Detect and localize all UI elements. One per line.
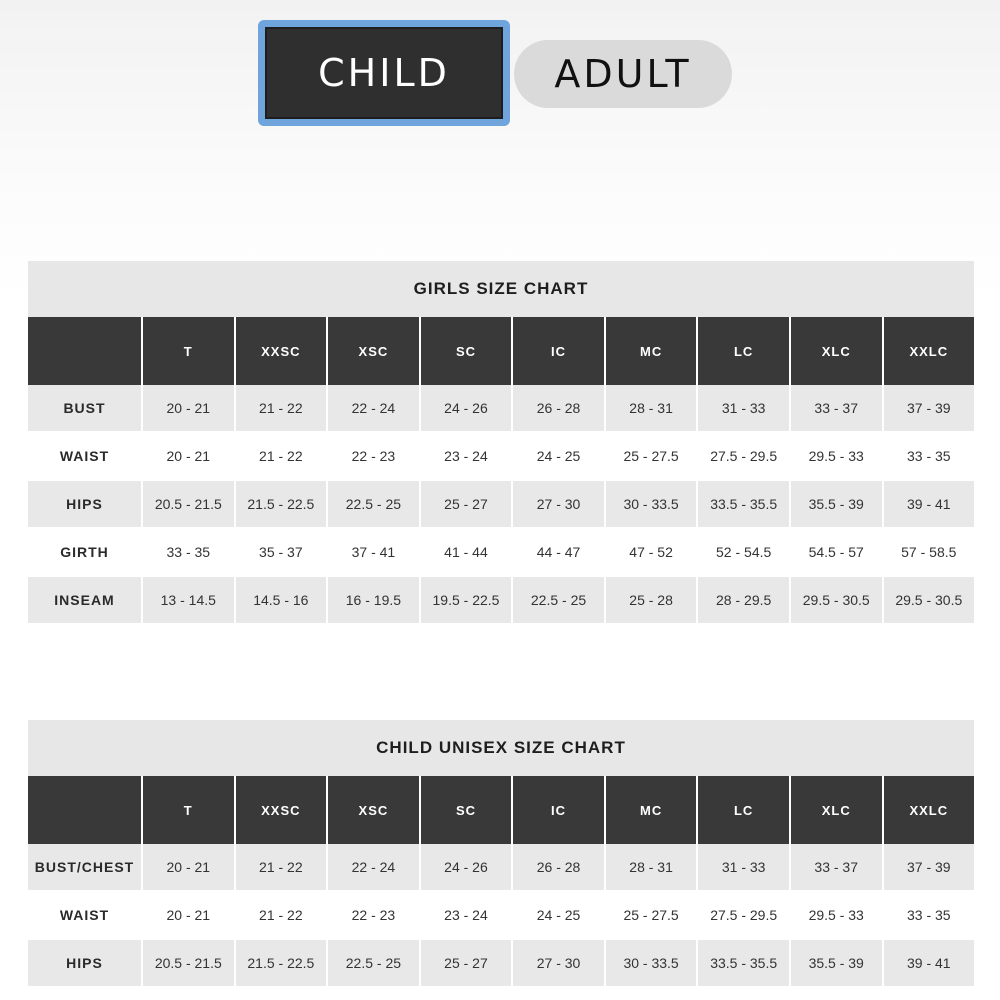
measurement-value: 21 - 22: [236, 433, 327, 479]
measurement-label: BUST: [28, 385, 141, 431]
measurement-value: 24 - 26: [421, 385, 512, 431]
measurement-label: WAIST: [28, 433, 141, 479]
girls-size-chart: [28, 261, 974, 623]
measurement-value: 27 - 30: [513, 481, 604, 527]
child-unisex-size-chart: [28, 720, 974, 986]
size-header: LC: [698, 317, 789, 385]
size-header: XXSC: [236, 776, 327, 844]
size-header: XXLC: [884, 776, 975, 844]
measurement-value: 33 - 37: [791, 844, 882, 890]
measurement-value: 22 - 24: [328, 385, 419, 431]
measurement-value: 31 - 33: [698, 844, 789, 890]
measurement-value: 33 - 37: [791, 385, 882, 431]
size-header: T: [143, 776, 234, 844]
measurement-value: 29.5 - 33: [791, 433, 882, 479]
measurement-value: 25 - 27: [421, 940, 512, 986]
adult-tab-button[interactable]: ADULT: [514, 40, 732, 108]
measurement-value: 21.5 - 22.5: [236, 940, 327, 986]
size-header-row: [28, 317, 974, 385]
measurement-label: INSEAM: [28, 577, 141, 623]
table-row: [28, 577, 974, 623]
measurement-value: 29.5 - 30.5: [791, 577, 882, 623]
measurement-value: 39 - 41: [884, 481, 975, 527]
measurement-value: 33.5 - 35.5: [698, 481, 789, 527]
measurement-value: 23 - 24: [421, 433, 512, 479]
measurement-value: 22 - 23: [328, 892, 419, 938]
table-row: [28, 844, 974, 890]
measurement-label: WAIST: [28, 892, 141, 938]
measurement-value: 26 - 28: [513, 844, 604, 890]
measurement-value: 27.5 - 29.5: [698, 892, 789, 938]
measurement-value: 13 - 14.5: [143, 577, 234, 623]
measurement-value: 54.5 - 57: [791, 529, 882, 575]
measurement-value: 26 - 28: [513, 385, 604, 431]
measurement-value: 52 - 54.5: [698, 529, 789, 575]
table-body: [28, 844, 974, 986]
size-header: IC: [513, 776, 604, 844]
size-header: XSC: [328, 317, 419, 385]
measurement-value: 33.5 - 35.5: [698, 940, 789, 986]
size-header: XXSC: [236, 317, 327, 385]
size-category-toggle: [258, 20, 738, 130]
size-header: LC: [698, 776, 789, 844]
measurement-value: 25 - 28: [606, 577, 697, 623]
measurement-value: 22.5 - 25: [328, 940, 419, 986]
measurement-value: 25 - 27.5: [606, 433, 697, 479]
measurement-value: 29.5 - 30.5: [884, 577, 975, 623]
measurement-value: 57 - 58.5: [884, 529, 975, 575]
size-header: T: [143, 317, 234, 385]
measurement-value: 33 - 35: [884, 433, 975, 479]
measurement-value: 20 - 21: [143, 844, 234, 890]
table-row: [28, 385, 974, 431]
size-header-row: [28, 776, 974, 844]
measurement-value: 20.5 - 21.5: [143, 481, 234, 527]
measurement-label: GIRTH: [28, 529, 141, 575]
measurement-value: 35.5 - 39: [791, 940, 882, 986]
table-row: [28, 481, 974, 527]
table-row: [28, 433, 974, 479]
size-header: MC: [606, 776, 697, 844]
measurement-value: 24 - 25: [513, 433, 604, 479]
measurement-value: 28 - 29.5: [698, 577, 789, 623]
measurement-value: 22 - 23: [328, 433, 419, 479]
size-header: XLC: [791, 317, 882, 385]
measurement-value: 28 - 31: [606, 385, 697, 431]
measurement-value: 22.5 - 25: [328, 481, 419, 527]
header-corner: [28, 317, 141, 385]
measurement-value: 35 - 37: [236, 529, 327, 575]
table-title: GIRLS SIZE CHART: [28, 261, 974, 317]
measurement-value: 33 - 35: [143, 529, 234, 575]
size-header: XLC: [791, 776, 882, 844]
measurement-value: 35.5 - 39: [791, 481, 882, 527]
child-tab-button[interactable]: CHILD: [258, 20, 510, 126]
size-header: IC: [513, 317, 604, 385]
table-body: [28, 385, 974, 623]
measurement-value: 37 - 39: [884, 385, 975, 431]
measurement-value: 25 - 27: [421, 481, 512, 527]
measurement-value: 20 - 21: [143, 892, 234, 938]
measurement-value: 16 - 19.5: [328, 577, 419, 623]
measurement-value: 24 - 25: [513, 892, 604, 938]
measurement-label: HIPS: [28, 481, 141, 527]
table-title: CHILD UNISEX SIZE CHART: [28, 720, 974, 776]
measurement-value: 29.5 - 33: [791, 892, 882, 938]
measurement-value: 20 - 21: [143, 385, 234, 431]
measurement-value: 21 - 22: [236, 892, 327, 938]
measurement-value: 33 - 35: [884, 892, 975, 938]
measurement-value: 37 - 41: [328, 529, 419, 575]
measurement-value: 44 - 47: [513, 529, 604, 575]
size-header: XXLC: [884, 317, 975, 385]
measurement-value: 47 - 52: [606, 529, 697, 575]
measurement-label: BUST/CHEST: [28, 844, 141, 890]
measurement-value: 21 - 22: [236, 385, 327, 431]
size-header: MC: [606, 317, 697, 385]
size-header: XSC: [328, 776, 419, 844]
measurement-value: 39 - 41: [884, 940, 975, 986]
header-corner: [28, 776, 141, 844]
measurement-value: 28 - 31: [606, 844, 697, 890]
measurement-value: 20 - 21: [143, 433, 234, 479]
measurement-value: 20.5 - 21.5: [143, 940, 234, 986]
measurement-value: 30 - 33.5: [606, 481, 697, 527]
measurement-value: 25 - 27.5: [606, 892, 697, 938]
measurement-value: 14.5 - 16: [236, 577, 327, 623]
measurement-value: 22.5 - 25: [513, 577, 604, 623]
measurement-label: HIPS: [28, 940, 141, 986]
measurement-value: 27.5 - 29.5: [698, 433, 789, 479]
table-row: [28, 940, 974, 986]
size-header: SC: [421, 317, 512, 385]
measurement-value: 41 - 44: [421, 529, 512, 575]
measurement-value: 21 - 22: [236, 844, 327, 890]
measurement-value: 22 - 24: [328, 844, 419, 890]
size-header: SC: [421, 776, 512, 844]
measurement-value: 23 - 24: [421, 892, 512, 938]
table-row: [28, 892, 974, 938]
measurement-value: 21.5 - 22.5: [236, 481, 327, 527]
measurement-value: 27 - 30: [513, 940, 604, 986]
measurement-value: 31 - 33: [698, 385, 789, 431]
measurement-value: 24 - 26: [421, 844, 512, 890]
measurement-value: 19.5 - 22.5: [421, 577, 512, 623]
measurement-value: 30 - 33.5: [606, 940, 697, 986]
table-row: [28, 529, 974, 575]
measurement-value: 37 - 39: [884, 844, 975, 890]
